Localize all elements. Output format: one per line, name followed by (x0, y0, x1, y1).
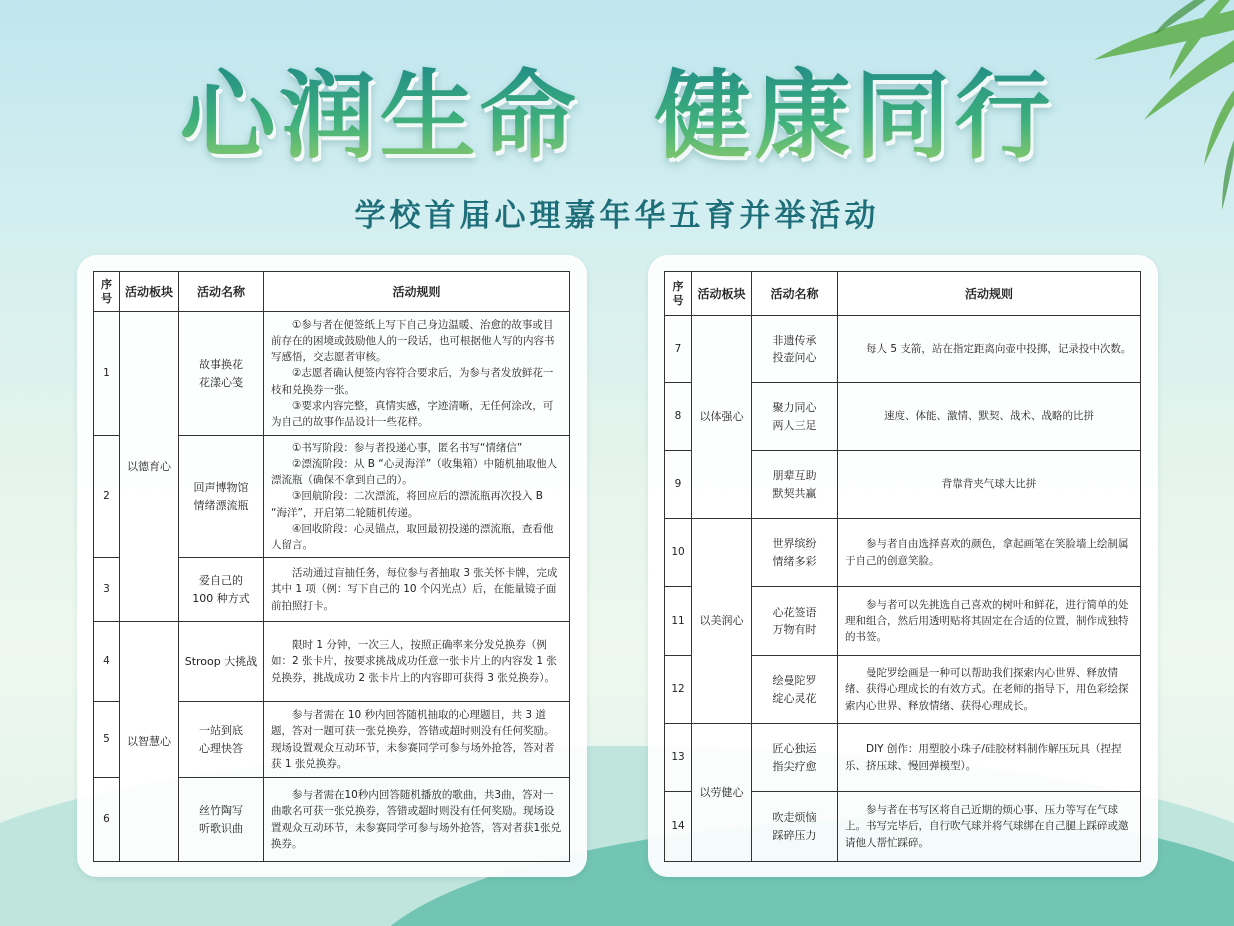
activity-name: 吹走烦恼 踩碎压力 (752, 792, 838, 862)
section-label: 以智慧心 (120, 622, 179, 862)
activity-name: 一站到底 心理快答 (179, 702, 264, 778)
activity-name: 世界缤纷 情绪多彩 (752, 519, 838, 587)
activity-name: Stroop 大挑战 (179, 622, 264, 702)
row-no: 14 (665, 792, 692, 862)
activity-table-panel-left (77, 255, 587, 877)
activity-name: 回声博物馆 情绪漂流瓶 (179, 436, 264, 558)
activity-rules: 参与者在书写区将自己近期的烦心事、压力等写在气球上。书写完毕后，自行吹气球并将气球绑在自己腿上踩碎或邀请他人帮忙踩碎。 (838, 792, 1141, 862)
row-no: 1 (94, 312, 120, 436)
row-no: 11 (665, 587, 692, 656)
header-section: 活动板块 (120, 272, 179, 312)
activity-rules: 限时 1 分钟，一次三人，按照正确率来分发兑换券（例如：2 张卡片，按要求挑战成功任意一张卡片上的内容发 1 张兑换券，挑战成功 2 张卡片上的内容即可获得 3 张兑换券）。 (264, 622, 570, 702)
row-no: 10 (665, 519, 692, 587)
activity-rules: DIY 创作：用塑胶小珠子/硅胶材料制作解压玩具（捏捏乐、挤压球、慢回弹模型）。 (838, 724, 1141, 792)
table-row (665, 724, 1141, 792)
header-rules: 活动规则 (264, 272, 570, 312)
activity-rules: 曼陀罗绘画是一种可以帮助我们探索内心世界、释放情绪、获得心理成长的有效方式。在老师的指导下，用色彩绘探索内心世界、释放情绪、获得心理成长。 (838, 656, 1141, 724)
header-rules: 活动规则 (838, 272, 1141, 316)
activity-table-right (664, 271, 1141, 862)
row-no: 13 (665, 724, 692, 792)
activity-name: 非遗传承 投壶问心 (752, 316, 838, 383)
main-title: 心润生命 健康同行 (0, 56, 1234, 176)
table-row (665, 316, 1141, 383)
activity-rules: 参与者需在 10 秒内回答随机抽取的心理题目，共 3 道题，答对一题可获一张兑换券，答错或超时则没有任何奖励。现场设置观众互动环节，未参赛同学可参与场外抢答，答对者获 1 张兑换券。 (264, 702, 570, 778)
activity-name: 朋辈互助 默契共赢 (752, 451, 838, 519)
row-no: 3 (94, 558, 120, 622)
activity-rules: 参与者可以先挑选自己喜欢的树叶和鲜花，进行简单的处理和组合，然后用透明贴将其固定在合适的位置，制作成独特的书签。 (838, 587, 1141, 656)
activity-name: 聚力同心 两人三足 (752, 383, 838, 451)
header-name: 活动名称 (179, 272, 264, 312)
activity-name: 绘曼陀罗 绽心灵花 (752, 656, 838, 724)
activity-rules: ①书写阶段：参与者投递心事，匿名书写“情绪信” ②漂流阶段：从 B “心灵海洋”（收集箱）中随机抽取他人漂流瓶（确保不拿到自己的）。 ③回航阶段：二次漂流，将回应后的漂流瓶再次投入 B “海洋”，开启第二轮随机传递。 ④回收阶段：心灵锚点，取回最初投递的漂流瓶，查看他人留言。 (264, 436, 570, 558)
row-no: 7 (665, 316, 692, 383)
table-row (94, 622, 570, 702)
activity-rules: ①参与者在便签纸上写下自己身边温暖、治愈的故事或目前存在的困境或鼓励他人的一段话，也可根据他人写的内容书写感悟，交志愿者审核。 ②志愿者确认便签内容符合要求后，为参与者发放鲜花一枝和兑换券一张。 ③要求内容完整，真情实感，字迹清晰，无任何涂改，可为自己的故事作品设计一些花样。 (264, 312, 570, 436)
section-label: 以体强心 (692, 316, 752, 519)
table-row (665, 519, 1141, 587)
row-no: 2 (94, 436, 120, 558)
table-row (94, 312, 570, 436)
row-no: 8 (665, 383, 692, 451)
row-no: 4 (94, 622, 120, 702)
activity-name: 心花签语 万物有时 (752, 587, 838, 656)
section-label: 以劳健心 (692, 724, 752, 862)
row-no: 12 (665, 656, 692, 724)
section-label: 以德育心 (120, 312, 179, 622)
row-no: 5 (94, 702, 120, 778)
activity-name: 故事换花 花漾心笺 (179, 312, 264, 436)
header-no: 序号 (94, 272, 120, 312)
activity-rules: 参与者需在10秒内回答随机播放的歌曲，共3曲，答对一曲歌名可获一张兑换券，答错或超时则没有任何奖励。现场设置观众互动环节，未参赛同学可参与场外抢答，答对者获1张兑换券。 (264, 778, 570, 862)
header-no: 序号 (665, 272, 692, 316)
activity-rules: 每人 5 支箭，站在指定距离向壶中投掷，记录投中次数。 (838, 316, 1141, 383)
subtitle: 学校首届心理嘉年华五育并举活动 (354, 198, 880, 234)
header-section: 活动板块 (692, 272, 752, 316)
activity-rules: 活动通过盲抽任务，每位参与者抽取 3 张关怀卡牌，完成其中 1 项（例：写下自己的 10 个闪光点）后，在能量镜子面前拍照打卡。 (264, 558, 570, 622)
activity-name: 丝竹陶写 听歌识曲 (179, 778, 264, 862)
activity-table-left (93, 271, 570, 862)
activity-rules: 速度、体能、激情、默契、战术、战略的比拼 (838, 383, 1141, 451)
activity-rules: 参与者自由选择喜欢的颜色，拿起画笔在笑脸墙上绘制属于自己的创意笑脸。 (838, 519, 1141, 587)
activity-name: 爱自己的 100 种方式 (179, 558, 264, 622)
activity-rules: 背靠背夹气球大比拼 (838, 451, 1141, 519)
section-label: 以美润心 (692, 519, 752, 724)
row-no: 9 (665, 451, 692, 519)
header-name: 活动名称 (752, 272, 838, 316)
activity-name: 匠心独运 指尖疗愈 (752, 724, 838, 792)
row-no: 6 (94, 778, 120, 862)
activity-table-panel-right (648, 255, 1158, 877)
